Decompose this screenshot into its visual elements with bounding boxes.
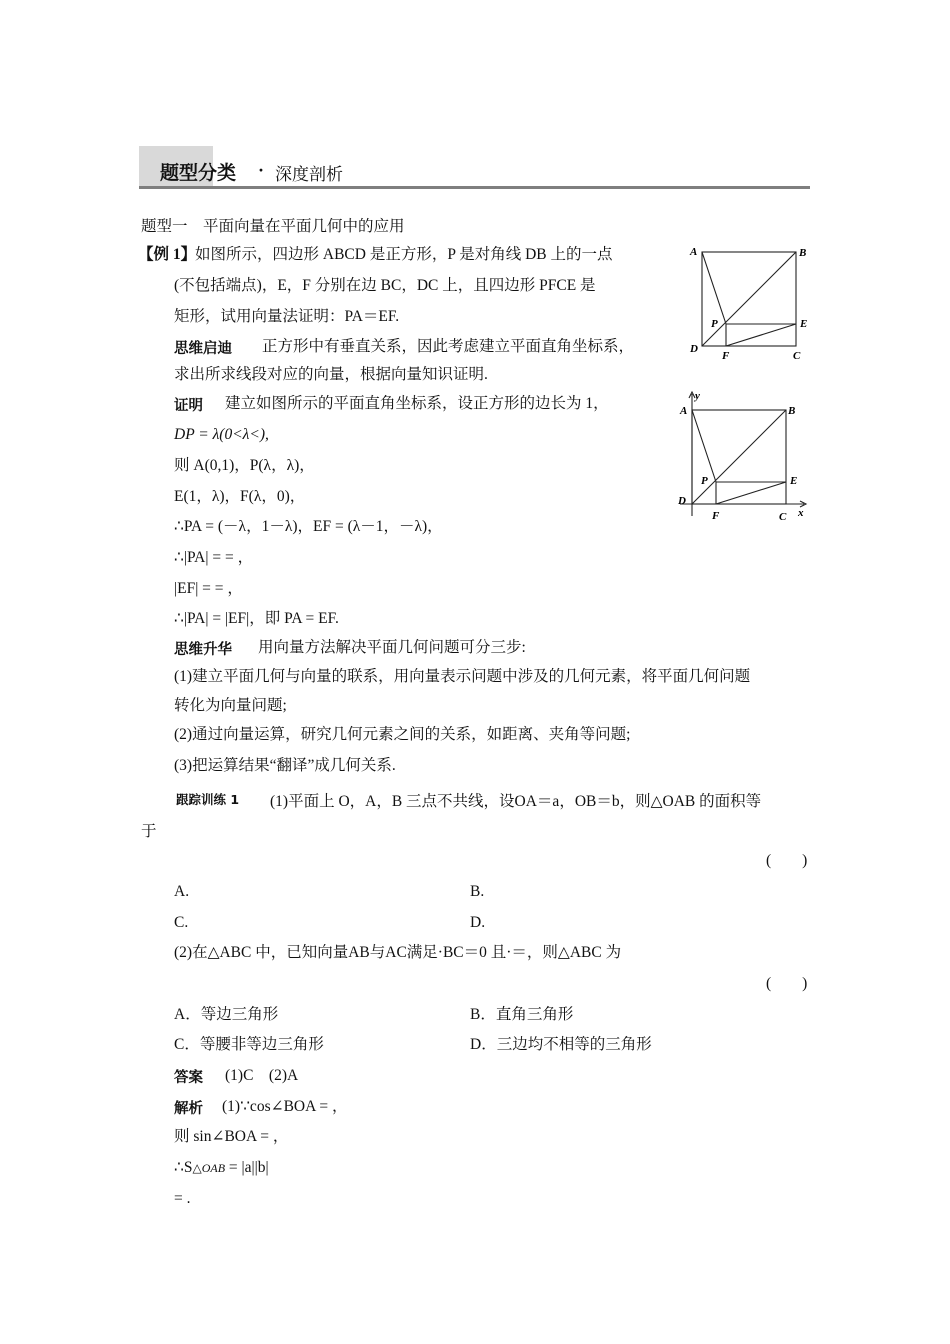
example-line-3: 矩形，试用向量法证明：PA＝EF. — [174, 308, 400, 325]
proof-line-1: 建立如图所示的平面直角坐标系，设正方形的边长为 1， — [225, 395, 609, 412]
coordinate-figure-2 — [672, 388, 814, 528]
example-label: 【例 1】 — [138, 246, 197, 263]
analysis-line-1: (1)∵cos∠BOA = ， — [222, 1098, 348, 1115]
fig2-label-p: P — [701, 475, 708, 487]
summary-line-2: (1)建立平面几何与向量的联系，用向量表示问题中涉及的几何元素，将平面几何问题 — [174, 668, 751, 685]
summary-line-4: (2)通过向量运算，研究几何元素之间的关系，如距离、夹角等问题; — [174, 726, 631, 743]
fig1-label-p: P — [711, 318, 718, 330]
q2-option-c: C．等腰非等边三角形 — [174, 1036, 324, 1053]
training-q2-line-1: (2)在△ABC 中，已知向量AB与AC满足·BC＝0 且·＝，则△ABC 为 — [174, 944, 622, 961]
analysis-s-subscript: △OAB — [192, 1161, 226, 1175]
analysis-line-2: 则 sin∠BOA = ， — [174, 1128, 289, 1145]
fig1-label-b: B — [799, 247, 807, 259]
analysis-label: 解析 — [174, 1101, 203, 1117]
section-title: 题型分类 — [160, 162, 237, 184]
fig2-label-d: D — [678, 495, 686, 507]
proof-line-7: |EF| = = ， — [174, 580, 243, 597]
training-q1-line-2: 于 — [141, 823, 157, 840]
fig2-label-b: B — [788, 405, 796, 417]
proof-line-3: 则 A(0,1)，P(λ，λ)， — [174, 457, 315, 474]
proof-line-5: ∴PA = (－λ，1－λ)，EF = (λ－1，－λ)， — [174, 518, 443, 535]
training-label: 跟踪训练 1 — [176, 792, 240, 807]
q2-option-d: D．三边均不相等的三角形 — [470, 1036, 652, 1053]
summary-line-1: 用向量方法解决平面几何问题可分三步: — [258, 639, 526, 656]
fig1-label-d: D — [690, 343, 698, 355]
q1-option-c: C. — [174, 914, 189, 931]
q1-option-d: D. — [470, 914, 486, 931]
proof-line-8: ∴|PA| = |EF|，即 PA = EF. — [174, 610, 339, 627]
example-line-1: 如图所示，四边形 ABCD 是正方形，P 是对角线 DB 上的一点 — [195, 246, 613, 263]
fig1-label-c: C — [793, 350, 801, 362]
section-rule — [139, 186, 810, 189]
proof-line-2: DP = λ(0<λ<), — [174, 426, 269, 443]
square-figure-1 — [684, 242, 814, 367]
summary-line-5: (3)把运算结果“翻译”成几何关系. — [174, 757, 396, 774]
proof-label: 证明 — [174, 398, 203, 414]
fig2-label-x: x — [798, 507, 804, 519]
fig2-label-c: C — [779, 511, 787, 523]
answer-label: 答案 — [174, 1070, 203, 1086]
section-subtitle: 深度剖析 — [275, 165, 343, 185]
training-q1-line-1: (1)平面上 O，A，B 三点不共线，设OA＝a，OB＝b，则△OAB 的面积等 — [270, 793, 762, 810]
proof-line-6: ∴|PA| = = ， — [174, 549, 254, 566]
analysis-area-expr: = |a||b| — [225, 1159, 269, 1176]
fig2-label-y: y — [695, 390, 700, 402]
q1-option-b: B. — [470, 883, 485, 900]
training-q1-paren: ( ) — [766, 852, 808, 869]
fig2-label-a: A — [680, 405, 688, 417]
type-heading: 题型一 平面向量在平面几何中的应用 — [141, 218, 405, 235]
fig2-label-e: E — [790, 475, 798, 487]
analysis-s-symbol: ∴S — [174, 1159, 193, 1176]
hint-label: 思维启迪 — [174, 341, 232, 357]
fig1-label-e: E — [800, 318, 808, 330]
fig1-label-a: A — [690, 246, 698, 258]
training-q2-paren: ( ) — [766, 975, 808, 992]
summary-line-3: 转化为向量问题; — [174, 697, 287, 714]
q2-option-b: B．直角三角形 — [470, 1006, 574, 1023]
hint-line-2: 求出所求线段对应的向量，根据向量知识证明. — [174, 366, 488, 383]
fig2-label-f: F — [712, 510, 720, 522]
proof-line-4: E(1，λ)，F(λ，0)， — [174, 488, 306, 505]
section-dot: · — [258, 160, 265, 180]
answer-text: (1)C (2)A — [225, 1067, 299, 1084]
q2-option-a: A．等边三角形 — [174, 1006, 279, 1023]
fig1-label-f: F — [722, 350, 730, 362]
hint-line-1: 正方形中有垂直关系，因此考虑建立平面直角坐标系， — [262, 338, 635, 355]
example-line-2: (不包括端点)，E，F 分别在边 BC，DC 上，且四边形 PFCE 是 — [174, 277, 596, 294]
analysis-line-3 — [174, 1158, 269, 1178]
analysis-line-4: = . — [174, 1190, 191, 1207]
q1-option-a: A. — [174, 883, 190, 900]
summary-label: 思维升华 — [174, 642, 232, 658]
